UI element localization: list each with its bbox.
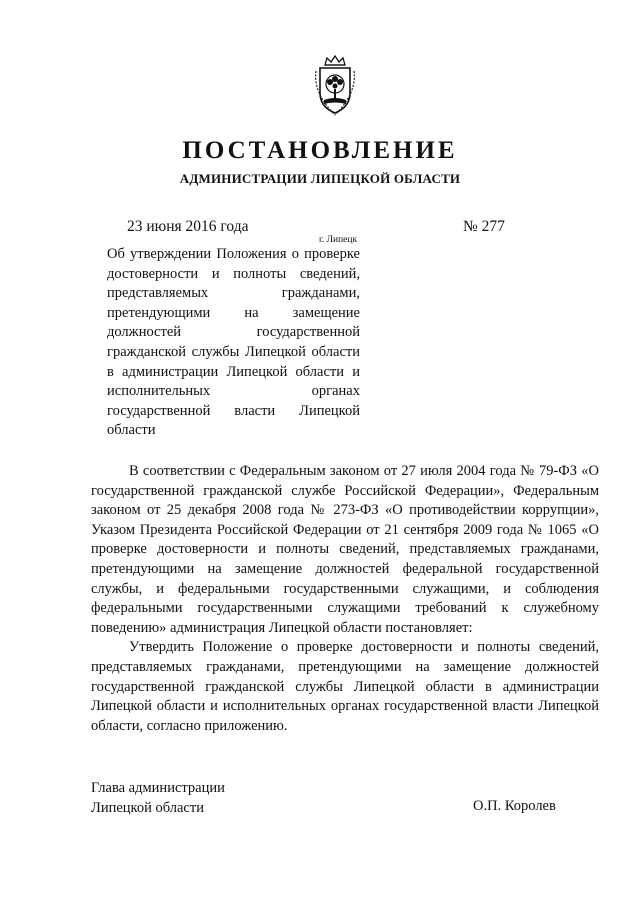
document-date: 23 июня 2016 года [127, 218, 249, 235]
document-subject: Об утверждении Положения о проверке достоверности и полноты сведений, представляемых гражданами, претендующими на замещение должностей государственной гражданской службы Липецкой области в администрации Липецкой области и исполнительных органах государственной власти Липецкой области [107, 246, 360, 439]
document-city: г. Липецк [319, 235, 358, 245]
body-paragraph: В соответствии с Федеральным законом от 27 июля 2004 года № 79-ФЗ «О государственной гражданской службе Российской Федерации», Федеральным законом от 25 декабря 2008 года № 273-ФЗ «О противодействии коррупции», Указом Президента Российской Федерации от 21 сентября 2009 года № 1065 «О проверке достоверности и полноты сведений, представляемых гражданами, претендующими на замещение должностей федеральной государственной службы, и федеральными государственными служащими, и соблюдения федеральными государственными служащими требований к служебному поведению» администрация Липецкой области постановляет: [91, 463, 599, 636]
issuer-name: АДМИНИСТРАЦИИ ЛИПЕЦКОЙ ОБЛАСТИ [179, 171, 461, 186]
signature-position [91, 778, 225, 818]
signature-name: О.П. Королев [473, 798, 556, 814]
signature-position-line: Глава администрации [91, 780, 225, 796]
coat-of-arms-icon [312, 55, 358, 117]
signature-position-line: Липецкой области [91, 800, 204, 816]
document-title: ПОСТАНОВЛЕНИЕ [182, 137, 458, 164]
body-paragraph: Утвердить Положение о проверке достоверности и полноты сведений, представляемых гражданами, претендующими на замещение должностей государственной гражданской службы Липецкой области в администрации Липецкой области и исполнительных органах государственной власти Липецкой области, согласно приложению. [91, 639, 599, 734]
document-number: № 277 [463, 218, 505, 235]
document-body [91, 462, 599, 736]
